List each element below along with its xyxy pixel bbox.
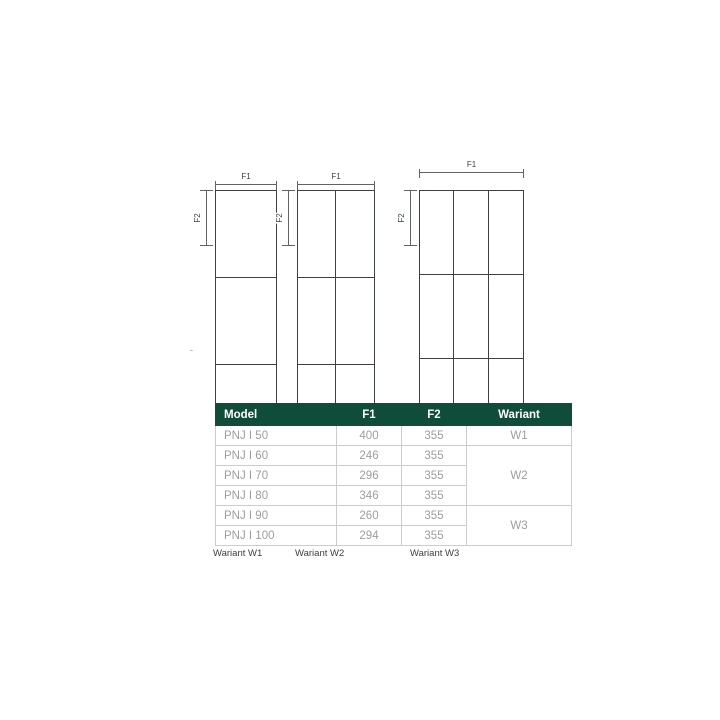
dimension-f1-w3 bbox=[419, 160, 524, 174]
table-header-f2: F2 bbox=[402, 404, 467, 426]
cell-f1: 246 bbox=[337, 446, 402, 466]
dimension-f2-label: F2 bbox=[275, 213, 285, 223]
grid-cell bbox=[420, 275, 454, 359]
grid-cell bbox=[298, 191, 336, 278]
grid-cell bbox=[336, 191, 374, 278]
grid-cell bbox=[454, 275, 488, 359]
dimension-f2-w1 bbox=[193, 190, 210, 246]
dimension-line bbox=[419, 172, 524, 173]
cell-f2: 355 bbox=[402, 486, 467, 506]
cell-f2: 355 bbox=[402, 446, 467, 466]
grid-cell bbox=[420, 191, 454, 275]
stray-mark: - bbox=[190, 345, 193, 355]
cell-model: PNJ I 80 bbox=[216, 486, 337, 506]
dimension-line bbox=[215, 184, 277, 185]
cell-f2: 355 bbox=[402, 506, 467, 526]
grid-cell bbox=[216, 278, 276, 365]
table-row bbox=[216, 506, 572, 526]
dimension-f1-label: F1 bbox=[215, 172, 277, 181]
variant-w2-caption: Wariant W2 bbox=[295, 548, 345, 559]
dimension-line bbox=[297, 184, 375, 185]
grid-cell bbox=[454, 191, 488, 275]
table-header-wariant: Wariant bbox=[467, 404, 572, 426]
grid-cell bbox=[489, 191, 523, 275]
cell-variant: W2 bbox=[467, 446, 572, 506]
cell-model: PNJ I 100 bbox=[216, 526, 337, 546]
cell-model: PNJ I 90 bbox=[216, 506, 337, 526]
dimension-f1-w2 bbox=[297, 172, 375, 186]
dimension-f2-label: F2 bbox=[193, 213, 203, 223]
grid-cell bbox=[216, 191, 276, 278]
dimension-f1-label: F1 bbox=[297, 172, 375, 181]
grid-cell bbox=[298, 278, 336, 365]
cell-f1: 296 bbox=[337, 466, 402, 486]
dimension-f1-label: F1 bbox=[419, 160, 524, 169]
dimension-f2-label: F2 bbox=[397, 213, 407, 223]
variant-w3-caption: Wariant W3 bbox=[410, 548, 460, 559]
cell-model: PNJ I 70 bbox=[216, 466, 337, 486]
cell-f2: 355 bbox=[402, 426, 467, 446]
dimension-line bbox=[206, 190, 207, 246]
dimension-f1-w1 bbox=[215, 172, 277, 186]
cell-f2: 355 bbox=[402, 466, 467, 486]
grid-cell bbox=[336, 278, 374, 365]
table-header-model: Model bbox=[216, 404, 337, 426]
dimension-f2-w3 bbox=[397, 190, 414, 246]
cell-variant: W1 bbox=[467, 426, 572, 446]
cell-f1: 346 bbox=[337, 486, 402, 506]
cell-model: PNJ I 50 bbox=[216, 426, 337, 446]
table-row bbox=[216, 426, 572, 446]
spec-table bbox=[215, 403, 572, 546]
dimension-f2-w2 bbox=[275, 190, 292, 246]
cell-f1: 260 bbox=[337, 506, 402, 526]
cell-f1: 294 bbox=[337, 526, 402, 546]
cell-model: PNJ I 60 bbox=[216, 446, 337, 466]
variant-w1-caption: Wariant W1 bbox=[213, 548, 263, 559]
dimension-line bbox=[410, 190, 411, 246]
cell-variant: W3 bbox=[467, 506, 572, 546]
dimension-line bbox=[288, 190, 289, 246]
table-header-row bbox=[216, 404, 572, 426]
cell-f1: 400 bbox=[337, 426, 402, 446]
table-row bbox=[216, 446, 572, 466]
cell-f2: 355 bbox=[402, 526, 467, 546]
table-header-f1: F1 bbox=[337, 404, 402, 426]
grid-cell bbox=[489, 275, 523, 359]
